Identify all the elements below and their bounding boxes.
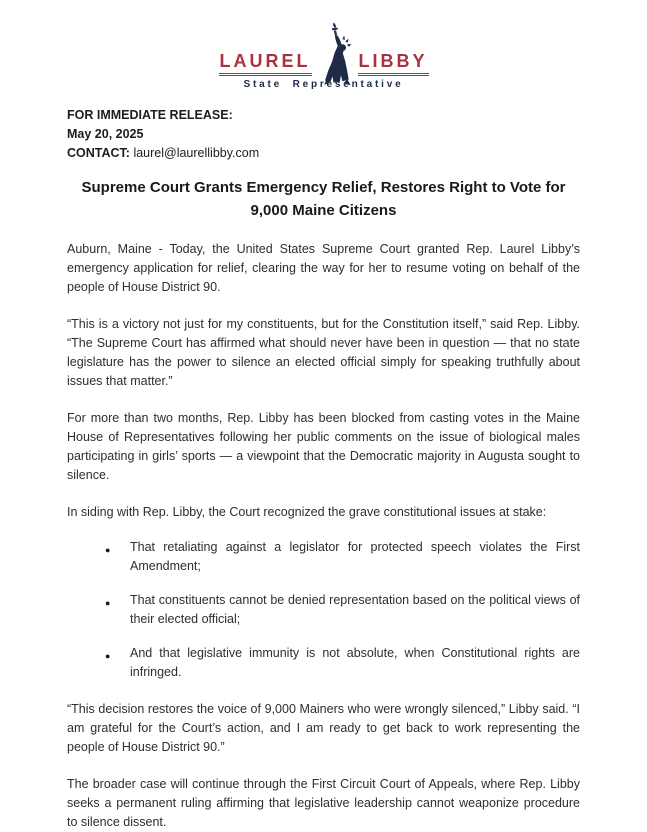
statue-of-liberty-icon: [315, 22, 355, 86]
list-item-text: That constituents cannot be denied representation based on the political views of their elected official;: [130, 593, 580, 626]
release-date: May 20, 2025: [67, 127, 144, 141]
list-item: [105, 644, 580, 682]
paragraph-quote-2: “This decision restores the voice of 9,000 Mainers who were wrongly silenced,” Libby said. “I am grateful for the Court’s action, and I am ready to get back to work representing the people of House District 90.”: [67, 702, 580, 754]
list-item: [105, 538, 580, 576]
paragraph-closing: The broader case will continue through the First Circuit Court of Appeals, where Rep. Libby seeks a permanent ruling affirming that legislative leadership cannot weaponize procedure to silence dissent.: [67, 777, 580, 829]
contact-email: laurel@laurellibby.com: [133, 146, 260, 160]
headline: Supreme Court Grants Emergency Relief, Restores Right to Vote for 9,000 Maine Citizens: [81, 179, 566, 219]
release-line: FOR IMMEDIATE RELEASE:: [67, 108, 233, 122]
bullet-icon: ●: [105, 545, 111, 555]
paragraph-lead: Auburn, Maine - Today, the United States Supreme Court granted Rep. Laurel Libby’s emergency application for relief, clearing the way for her to resume voting on behalf of the people of House District 90.: [67, 242, 580, 294]
logo-wordmark: [67, 22, 580, 76]
contact-line: [67, 144, 580, 163]
contact-label: CONTACT:: [67, 146, 130, 160]
list-item-text: And that legislative immunity is not absolute, when Constitutional rights are infringed.: [130, 646, 580, 679]
logo: [67, 22, 580, 90]
paragraph-list-intro: In siding with Rep. Libby, the Court recognized the grave constitutional issues at stake:: [67, 505, 547, 519]
logo-subtitle: State Representative: [243, 79, 404, 90]
logo-word-libby: LIBBY: [358, 52, 429, 76]
bullet-icon: ●: [105, 598, 111, 608]
paragraph-background: For more than two months, Rep. Libby has been blocked from casting votes in the Maine House of Representatives following her public comments on the issue of biological males participating in girls’ sports — a viewpoint that the Democratic majority in Augusta sought to silence.: [67, 411, 580, 482]
release-info-block: [67, 106, 580, 163]
logo-word-laurel: LAUREL: [219, 52, 312, 76]
constitutional-issues-list: [67, 538, 580, 682]
list-item: [105, 591, 580, 629]
list-item-text: That retaliating against a legislator for protected speech violates the First Amendment;: [130, 540, 580, 573]
paragraph-quote-1: “This is a victory not just for my constituents, but for the Constitution itself,” said Rep. Libby. “The Supreme Court has affirmed what should never have been in question — that no state legislature has the power to silence an elected official simply for speaking truthfully about issues that matter.”: [67, 317, 580, 388]
bullet-icon: ●: [105, 651, 111, 661]
